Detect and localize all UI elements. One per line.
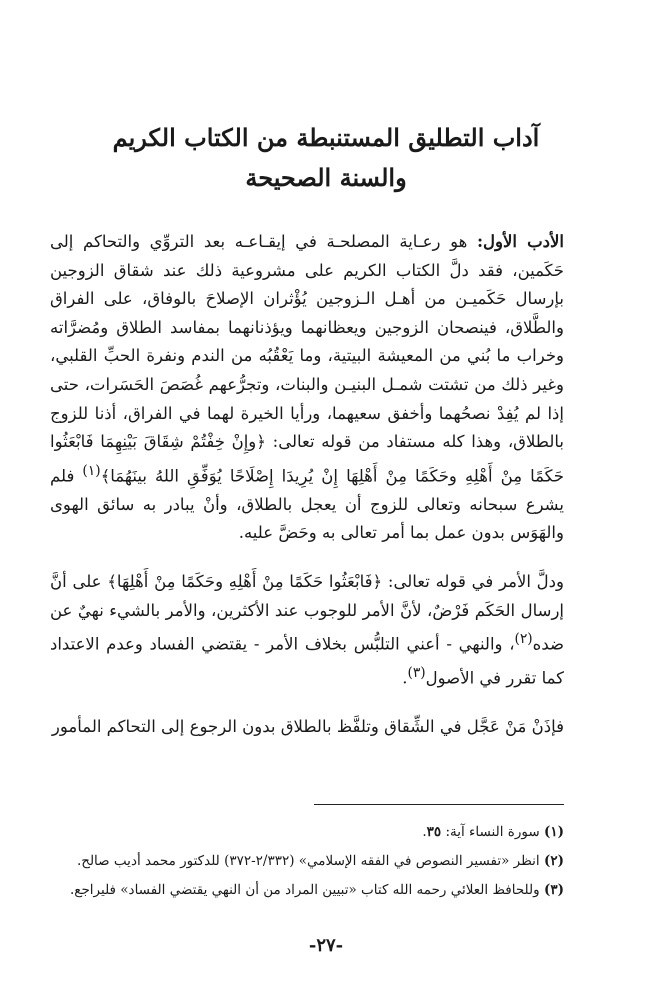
footnote-number: (٣) [543, 882, 564, 898]
paragraph-1 [50, 228, 564, 548]
footnote-2 [60, 847, 564, 876]
footnote-text: انظر «تفسير النصوص في الفقه الإسلامي» (٢/٣٣٢-٣٧٢) للدكتور محمد أديب صالح. [76, 853, 544, 869]
footnote-verse-number: ٣٥ [426, 824, 442, 840]
paragraph-2-text-c: ، والنهي - أعني التلبُّس بخلاف الأمر - يقتضي الفساد وعدم الاعتداد كما تقرر في الأصول [50, 634, 564, 688]
footnote-ref-2: (٢) [514, 631, 533, 648]
paragraph-2-text-d: . [402, 668, 408, 688]
chapter-title-line-1: آداب التطليق المستنبطة من الكتاب الكريم [112, 123, 540, 152]
footnote-number: (١) [543, 824, 564, 840]
footnote-text: وللحافظ العلائي رحمه الله كتاب «تبيين المراد من أن النهي يقتضي الفساد» فليراجع. [69, 882, 544, 898]
paragraph-1-text-b: فلم يشرع سبحانه وتعالى للزوج أن يعجل بالطلاق، وأنْ يبادر به سائق الهوى والهَوَس بدون عمل بما أمر تعالى به وحَضَّ عليه. [50, 466, 564, 543]
page-number: -٢٧- [308, 935, 344, 956]
footnote-3 [60, 876, 564, 905]
footnote-1 [60, 818, 564, 847]
footnote-text: سورة النساء آية: [441, 824, 544, 840]
paragraph-1-text-a: هو رعـاية المصلحـة في إيقـاعـه بعد التروِّي والتحاكم إلى حَكَمين، فقد دلَّ الكتاب الكريم على مشروعية ذلك عند شقاق الزوجين بإرسال حَكَميـن من أهـل الـزوجين يُؤْثران الإصلاحَ بالوفاق، على الفراق والطَّلاق، فينصحان الزوجين ويعظانهما ويؤذنانهما بمفاسد الطلاق ومُضرَّاته وخراب ما بُني من المعيشة البيتية، وما يَعْقُبُه من الندم ونفرة الحبِّ القلبي، وغير ذلك من تشتت شمـل البنيـن والبنات، وتجرُّعهم غُصَصَ الحَسَرات، حتى إذا لم يُفِدْ نصحُهما وأخفق سعيهما، ورأيا الخيرة لهما في الفراق، أذنا للزوج بالطلاق، وهذا كله مستفاد من قوله تعالى: [50, 232, 564, 452]
paragraph-2-text-a: ودلَّ الأمر في قوله تعالى: [382, 572, 564, 592]
footnote-number: (٢) [543, 853, 564, 869]
first-etiquette-heading: الأدب الأول: [476, 232, 564, 251]
footnote-ref-3: (٣) [407, 665, 426, 682]
footnote-tail: . [422, 824, 427, 840]
paragraph-2-text-b: على أنَّ إرسال الحَكَم فَرْضٌ، لأنَّ الأمر للوجوب عند الأكثرين، والأمر بالشيء نهيٌ عن ضده [50, 572, 564, 654]
quran-verse-1: ﴿وإِنْ خِفْتُمْ شِقَاقَ بَيْنِهِمَا فَابْعَثُوا حَكَمًا مِنْ أَهْلِهِ وحَكَمًا مِنْ أَهْلِهَا إِنْ يُرِيدَا إِصْلَاحًا يُوَفِّقِ اللهُ بينَهُمَا﴾ [50, 432, 564, 486]
chapter-title-line-2: والسنة الصحيحة [245, 163, 407, 192]
footnotes [60, 818, 564, 905]
footnote-ref-1: (١) [82, 462, 101, 479]
main-body [50, 228, 564, 742]
paragraph-3 [50, 713, 564, 742]
chapter-title [60, 118, 592, 198]
quran-verse-2: ﴿فَابْعَثُوا حَكَمًا مِنْ أَهْلِهِ وحَكَمًا مِنْ أَهْلِهَا﴾ [107, 572, 383, 592]
paragraph-3-text: فإذَنْ مَنْ عَجَّل في الشِّقاق وتلفَّظ بالطلاق بدون الرجوع إلى التحاكم المأمور [51, 717, 564, 737]
paragraph-2 [50, 568, 564, 693]
footnote-separator [314, 804, 564, 805]
